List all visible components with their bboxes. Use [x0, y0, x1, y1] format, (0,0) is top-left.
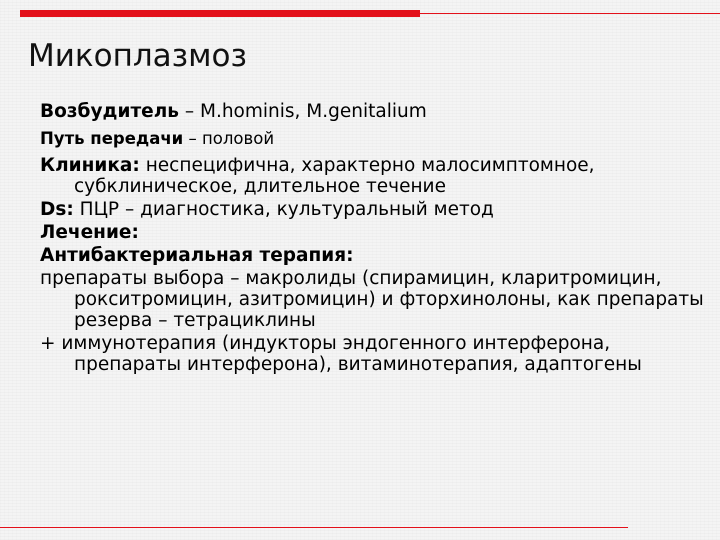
slide-title: Микоплазмоз	[28, 38, 247, 74]
clinic-label: Клиника:	[40, 155, 140, 176]
pathogen-line	[40, 101, 710, 122]
title-accent-line	[420, 13, 720, 14]
antibacterial-label: Антибактериальная терапия:	[40, 245, 354, 266]
transmission-line	[40, 128, 710, 149]
diagnostics-label: Ds:	[40, 199, 74, 220]
transmission-label: Путь передачи	[40, 129, 184, 148]
diagnostics-value: ПЦР – диагностика, культуральный метод	[73, 199, 494, 220]
slide-body	[40, 101, 710, 377]
immunotherapy-paragraph: + иммунотерапия (индукторы эндогенного интерферона, препараты интерферона), витаминотерапия, адаптогены	[40, 333, 642, 375]
footer-divider	[0, 527, 628, 528]
clinic-value: неспецифична, характерно малосимптомное, субклиническое, длительное течение	[74, 155, 595, 197]
pathogen-label: Возбудитель	[40, 101, 179, 122]
treatment-line	[40, 222, 710, 243]
treatment-label: Лечение:	[40, 222, 139, 243]
diagnostics-line	[40, 199, 710, 220]
pathogen-value: – M.hominis, M.genitalium	[178, 101, 427, 122]
antibacterial-line	[40, 245, 710, 266]
title-accent-bar	[20, 10, 420, 17]
clinic-line	[40, 155, 710, 197]
transmission-value: – половой	[183, 129, 275, 148]
drugs-paragraph: препараты выбора – макролиды (спирамицин, кларитромицин, рокситромицин, азитромицин) и фторхинолоны, как препараты резерва – тетрациклины	[40, 268, 704, 331]
